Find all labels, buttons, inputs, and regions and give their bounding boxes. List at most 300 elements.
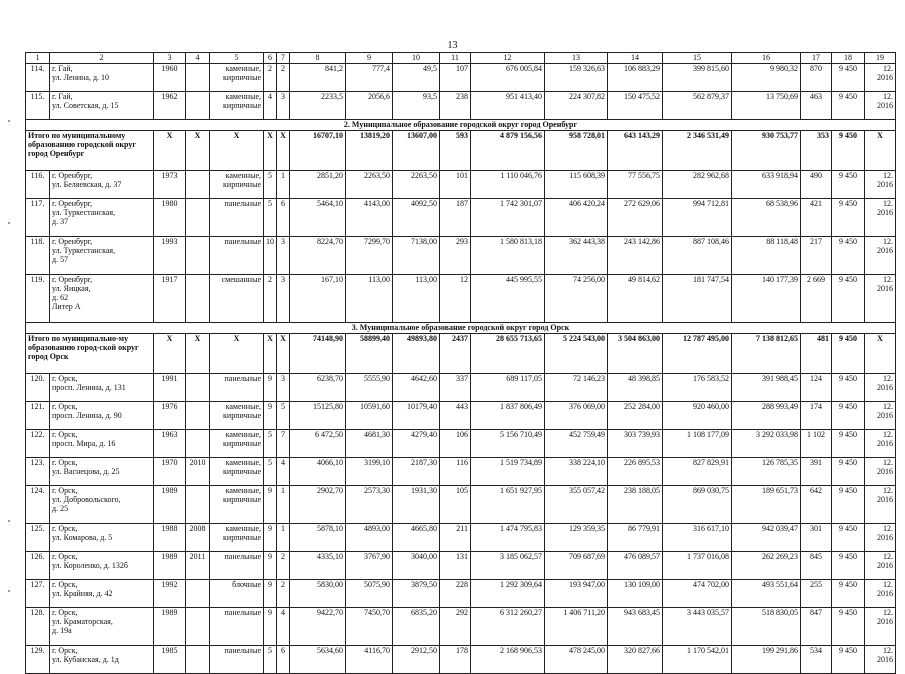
total-cell: X	[865, 334, 896, 374]
section-title-row	[26, 120, 896, 131]
table-cell: панельные	[210, 237, 264, 275]
section-title: 2. Муниципальное образование городской округ город Оренбург	[26, 120, 896, 131]
total-cell: 930 753,77	[732, 131, 801, 171]
table-cell: 355 057,42	[545, 486, 608, 524]
table-cell: 48 398,85	[608, 374, 663, 402]
table-cell: 1 742 301,07	[471, 199, 545, 237]
table-cell: 193 947,00	[545, 580, 608, 608]
table-cell	[186, 430, 210, 458]
table-cell: 3 185 062,57	[471, 552, 545, 580]
table-cell: 10	[264, 237, 277, 275]
table-cell: 642	[801, 486, 832, 524]
table-cell: 115 608,39	[545, 171, 608, 199]
table-cell: 12. 2016	[865, 374, 896, 402]
table-cell: 3199,10	[346, 458, 393, 486]
total-label: Итого по муниципально-му образованию город-ской округ город Орск	[26, 334, 154, 374]
table-cell: 3	[277, 92, 290, 120]
table-cell: 4642,60	[393, 374, 440, 402]
total-cell: 2 346 531,49	[663, 131, 732, 171]
table-cell: 1 110 046,76	[471, 171, 545, 199]
table-cell: 12. 2016	[865, 92, 896, 120]
table-cell: 493 551,64	[732, 580, 801, 608]
table-cell: 174	[801, 402, 832, 430]
table-row	[26, 458, 896, 486]
table-cell: 131	[440, 552, 471, 580]
address-cell: г. Орск, просп. Ленина, д. 90	[50, 402, 154, 430]
table-cell: 129 359,35	[545, 524, 608, 552]
table-cell: 114.	[26, 64, 50, 92]
table-cell: 3 292 033,98	[732, 430, 801, 458]
total-cell: X	[264, 131, 277, 171]
table-cell: 869 030,75	[663, 486, 732, 524]
table-cell: 228	[440, 580, 471, 608]
total-cell: X	[865, 131, 896, 171]
table-cell: 49 814,62	[608, 275, 663, 323]
table-cell: 1 519 734,89	[471, 458, 545, 486]
table-cell: 4	[277, 458, 290, 486]
table-cell: 12. 2016	[865, 199, 896, 237]
table-cell: 124	[801, 374, 832, 402]
municipality-total-row	[26, 334, 896, 374]
table-cell: 88 118,48	[732, 237, 801, 275]
table-cell: 2 168 906,53	[471, 646, 545, 674]
table-cell: 1 474 795,83	[471, 524, 545, 552]
table-cell: 118.	[26, 237, 50, 275]
table-cell: 12. 2016	[865, 275, 896, 323]
table-cell: 633 918,94	[732, 171, 801, 199]
total-cell: 593	[440, 131, 471, 171]
column-number: 1	[26, 53, 50, 64]
address-cell: г. Оренбург, ул. Яицкая, д. 62 Литер А	[50, 275, 154, 323]
table-cell: 490	[801, 171, 832, 199]
table-cell: 101	[440, 171, 471, 199]
scan-speck	[8, 520, 10, 522]
total-cell: 958 728,01	[545, 131, 608, 171]
total-cell: X	[210, 131, 264, 171]
table-cell: 463	[801, 92, 832, 120]
table-cell: 115.	[26, 92, 50, 120]
table-cell: 2056,6	[346, 92, 393, 120]
column-number: 10	[393, 53, 440, 64]
table-cell: 5075,90	[346, 580, 393, 608]
table-cell: 93,5	[393, 92, 440, 120]
table-cell: 7450,70	[346, 608, 393, 646]
total-cell: 13819,20	[346, 131, 393, 171]
page-number: 13	[447, 40, 458, 51]
table-cell: 2263,50	[346, 171, 393, 199]
total-cell: 4 879 156,56	[471, 131, 545, 171]
table-cell: 252 284,00	[608, 402, 663, 430]
table-cell: 2008	[186, 524, 210, 552]
table-cell: 9 450	[832, 275, 865, 323]
table-cell: 338 224,10	[545, 458, 608, 486]
table-cell: 12. 2016	[865, 552, 896, 580]
address-cell: г. Оренбург, ул. Туркестанская, д. 37	[50, 199, 154, 237]
table-cell: 9 450	[832, 171, 865, 199]
table-cell: 262 269,23	[732, 552, 801, 580]
column-number: 7	[277, 53, 290, 64]
table-cell: 362 443,38	[545, 237, 608, 275]
table-cell: 187	[440, 199, 471, 237]
table-cell: 288 993,49	[732, 402, 801, 430]
table-cell: 12. 2016	[865, 64, 896, 92]
table-cell: 9 450	[832, 402, 865, 430]
total-cell: 7 138 812,65	[732, 334, 801, 374]
table-cell: 12	[440, 275, 471, 323]
total-cell: X	[186, 131, 210, 171]
table-cell: 159 326,63	[545, 64, 608, 92]
table-cell: 478 245,00	[545, 646, 608, 674]
table-cell: 5464,10	[290, 199, 346, 237]
table-cell: 3879,50	[393, 580, 440, 608]
table-cell: 7138,00	[393, 237, 440, 275]
address-cell: г. Гай, ул. Ленина, д. 10	[50, 64, 154, 92]
total-cell: 16707,10	[290, 131, 346, 171]
table-cell: 841,2	[290, 64, 346, 92]
address-cell: г. Орск, ул. Краматорская, д. 19а	[50, 608, 154, 646]
table-cell: каменные, кирпичные	[210, 458, 264, 486]
table-cell: 121.	[26, 402, 50, 430]
table-cell: 2010	[186, 458, 210, 486]
scan-speck	[8, 120, 10, 122]
table-cell: 15125,80	[290, 402, 346, 430]
table-cell: 1	[277, 524, 290, 552]
table-cell: 376 069,00	[545, 402, 608, 430]
table-cell: панельные	[210, 646, 264, 674]
table-cell: 4	[277, 608, 290, 646]
table-row	[26, 237, 896, 275]
table-cell: каменные, кирпичные	[210, 486, 264, 524]
table-cell: 2902,70	[290, 486, 346, 524]
address-cell: г. Орск, ул. Васнецова, д. 25	[50, 458, 154, 486]
table-cell: 1 102	[801, 430, 832, 458]
total-cell: 5 224 543,00	[545, 334, 608, 374]
table-cell: каменные, кирпичные	[210, 64, 264, 92]
column-number: 17	[801, 53, 832, 64]
table-cell: 4893,00	[346, 524, 393, 552]
table-cell: 12. 2016	[865, 524, 896, 552]
table-cell: каменные, кирпичные	[210, 171, 264, 199]
table-cell: 2573,30	[346, 486, 393, 524]
table-cell: 3	[277, 374, 290, 402]
table-cell: 238	[440, 92, 471, 120]
total-cell: 9 450	[832, 131, 865, 171]
table-cell: 518 830,05	[732, 608, 801, 646]
table-cell: 217	[801, 237, 832, 275]
table-cell: 1989	[154, 552, 186, 580]
table-cell	[186, 237, 210, 275]
column-number: 18	[832, 53, 865, 64]
column-number: 3	[154, 53, 186, 64]
table-cell: 6 472,50	[290, 430, 346, 458]
table-cell: блочные	[210, 580, 264, 608]
table-cell: 943 683,45	[608, 608, 663, 646]
table-cell: 255	[801, 580, 832, 608]
table-cell: 452 759,49	[545, 430, 608, 458]
table-cell: 399 815,60	[663, 64, 732, 92]
table-cell: 129.	[26, 646, 50, 674]
table-cell: 7299,70	[346, 237, 393, 275]
table-cell: 116.	[26, 171, 50, 199]
table-cell: 6	[277, 199, 290, 237]
table-cell: 199 291,86	[732, 646, 801, 674]
table-cell: 2	[264, 275, 277, 323]
table-cell: 9 450	[832, 374, 865, 402]
table-row	[26, 275, 896, 323]
table-cell: 5634,60	[290, 646, 346, 674]
table-cell: 1962	[154, 92, 186, 120]
column-number: 11	[440, 53, 471, 64]
table-cell: 3	[277, 237, 290, 275]
table-cell: 189 651,73	[732, 486, 801, 524]
total-cell: X	[186, 334, 210, 374]
table-cell: 1 580 813,18	[471, 237, 545, 275]
table-cell: 2	[277, 552, 290, 580]
table-cell: 243 142,86	[608, 237, 663, 275]
total-cell: 3 504 863,00	[608, 334, 663, 374]
table-cell: 5830,00	[290, 580, 346, 608]
table-cell	[186, 402, 210, 430]
table-cell: 293	[440, 237, 471, 275]
address-cell: г. Оренбург, ул. Туркестанская, д. 57	[50, 237, 154, 275]
table-cell: 9 450	[832, 486, 865, 524]
address-cell: г. Орск, ул. Комарова, д. 5	[50, 524, 154, 552]
table-cell: каменные, кирпичные	[210, 524, 264, 552]
scan-speck	[8, 590, 10, 592]
table-cell: 77 556,75	[608, 171, 663, 199]
table-cell: 9	[264, 580, 277, 608]
total-cell: 13607,00	[393, 131, 440, 171]
table-cell: 9	[264, 524, 277, 552]
table-row	[26, 430, 896, 458]
table-cell: 303 739,93	[608, 430, 663, 458]
total-cell: 481	[801, 334, 832, 374]
table-cell: 12. 2016	[865, 646, 896, 674]
table-cell: 5878,10	[290, 524, 346, 552]
table-cell: 445 995,55	[471, 275, 545, 323]
table-cell: 443	[440, 402, 471, 430]
table-cell: 406 420,24	[545, 199, 608, 237]
table-cell: 920 460,00	[663, 402, 732, 430]
table-cell: 9 450	[832, 552, 865, 580]
address-cell: г. Орск, ул. Добровольского, д. 25	[50, 486, 154, 524]
table-cell	[186, 275, 210, 323]
table-cell: панельные	[210, 374, 264, 402]
table-cell	[186, 374, 210, 402]
table-cell: 847	[801, 608, 832, 646]
table-cell: 994 712,81	[663, 199, 732, 237]
table-cell: 2233,5	[290, 92, 346, 120]
municipality-total-row	[26, 131, 896, 171]
table-cell: 238 188,05	[608, 486, 663, 524]
table-cell: 226 895,53	[608, 458, 663, 486]
table-cell: 126.	[26, 552, 50, 580]
table-cell: 49,5	[393, 64, 440, 92]
table-cell: 1931,30	[393, 486, 440, 524]
table-cell: 8224,70	[290, 237, 346, 275]
table-cell: 4116,70	[346, 646, 393, 674]
table-cell: 1973	[154, 171, 186, 199]
table-cell: 1	[277, 486, 290, 524]
total-cell: X	[210, 334, 264, 374]
table-row	[26, 402, 896, 430]
address-cell: г. Орск, ул. Крайняя, д. 42	[50, 580, 154, 608]
table-cell: каменные, кирпичные	[210, 430, 264, 458]
table-cell: 12. 2016	[865, 171, 896, 199]
table-cell: 5	[264, 458, 277, 486]
table-cell: 1988	[154, 524, 186, 552]
table-cell: 116	[440, 458, 471, 486]
table-cell: 1917	[154, 275, 186, 323]
table-cell: 676 005,84	[471, 64, 545, 92]
table-cell: 5	[264, 430, 277, 458]
table-cell: 1 170 542,01	[663, 646, 732, 674]
column-number: 13	[545, 53, 608, 64]
table-cell: 845	[801, 552, 832, 580]
table-cell: 119.	[26, 275, 50, 323]
table-cell: 4279,40	[393, 430, 440, 458]
table-cell: 2	[277, 64, 290, 92]
column-number-row	[26, 53, 896, 64]
total-cell: 643 143,29	[608, 131, 663, 171]
table-cell: 292	[440, 608, 471, 646]
table-cell: 5 156 710,49	[471, 430, 545, 458]
table-cell: 689 117,05	[471, 374, 545, 402]
table-cell: 391 988,45	[732, 374, 801, 402]
table-row	[26, 486, 896, 524]
table-cell: 2011	[186, 552, 210, 580]
table-cell: 777,4	[346, 64, 393, 92]
table-cell: 9 450	[832, 646, 865, 674]
table-cell: 86 779,91	[608, 524, 663, 552]
address-cell: г. Оренбург, ул. Беляевская, д. 37	[50, 171, 154, 199]
table-cell: 1985	[154, 646, 186, 674]
table-cell: 9 980,32	[732, 64, 801, 92]
table-cell: 1993	[154, 237, 186, 275]
total-cell: X	[154, 334, 186, 374]
table-cell: 6238,70	[290, 374, 346, 402]
table-cell	[186, 646, 210, 674]
table-cell: 1 651 927,95	[471, 486, 545, 524]
table-cell	[186, 64, 210, 92]
total-label: Итого по муниципальному образованию городской округ город Оренбург	[26, 131, 154, 171]
table-body	[26, 64, 896, 674]
table-cell: 282 962,68	[663, 171, 732, 199]
address-cell: г. Орск, ул. Короленко, д. 132б	[50, 552, 154, 580]
table-cell: панельные	[210, 552, 264, 580]
table-cell: 12. 2016	[865, 608, 896, 646]
table-cell: 709 687,69	[545, 552, 608, 580]
table-cell: 9	[264, 402, 277, 430]
table-row	[26, 580, 896, 608]
table-cell: 7	[277, 430, 290, 458]
column-number: 9	[346, 53, 393, 64]
total-cell: 28 655 713,65	[471, 334, 545, 374]
table-cell: 2851,20	[290, 171, 346, 199]
housing-register-table	[25, 52, 896, 674]
table-cell: 1960	[154, 64, 186, 92]
table-cell: 1 292 309,64	[471, 580, 545, 608]
table-cell: 12. 2016	[865, 237, 896, 275]
table-cell: 320 827,66	[608, 646, 663, 674]
table-cell: 224 307,82	[545, 92, 608, 120]
table-cell: 3040,00	[393, 552, 440, 580]
table-cell: 2263,50	[393, 171, 440, 199]
table-cell: 125.	[26, 524, 50, 552]
scan-speck	[8, 222, 10, 224]
table-cell: 5	[264, 171, 277, 199]
table-cell: 9 450	[832, 608, 865, 646]
table-row	[26, 92, 896, 120]
table-cell: 1980	[154, 199, 186, 237]
table-cell: 12. 2016	[865, 402, 896, 430]
table-cell: 9	[264, 486, 277, 524]
table-cell: 130 109,00	[608, 580, 663, 608]
table-cell: 272 629,06	[608, 199, 663, 237]
column-number: 8	[290, 53, 346, 64]
table-cell: 5	[264, 646, 277, 674]
table-cell	[186, 199, 210, 237]
table-cell: 13 750,69	[732, 92, 801, 120]
table-cell: 117.	[26, 199, 50, 237]
table-cell: панельные	[210, 608, 264, 646]
table-cell: 1 737 016,08	[663, 552, 732, 580]
table-cell: смешанные	[210, 275, 264, 323]
table-cell: 12. 2016	[865, 458, 896, 486]
table-cell: 126 785,35	[732, 458, 801, 486]
table-cell: 4681,30	[346, 430, 393, 458]
table-cell: 9422,70	[290, 608, 346, 646]
table-row	[26, 199, 896, 237]
table-cell: 5555,90	[346, 374, 393, 402]
total-cell: X	[264, 334, 277, 374]
table-row	[26, 552, 896, 580]
table-cell: 211	[440, 524, 471, 552]
table-cell: 4143,00	[346, 199, 393, 237]
table-cell: 9 450	[832, 199, 865, 237]
table-cell: 128.	[26, 608, 50, 646]
table-cell: 1 837 806,49	[471, 402, 545, 430]
table-cell: 167,10	[290, 275, 346, 323]
table-cell: 123.	[26, 458, 50, 486]
table-cell: 9	[264, 608, 277, 646]
column-number: 16	[732, 53, 801, 64]
table-cell: 6835,20	[393, 608, 440, 646]
total-cell: 49893,80	[393, 334, 440, 374]
table-row	[26, 171, 896, 199]
table-cell: 127.	[26, 580, 50, 608]
table-cell: 120.	[26, 374, 50, 402]
table-cell: каменные, кирпичные	[210, 92, 264, 120]
table-cell: 9 450	[832, 524, 865, 552]
table-cell: 1991	[154, 374, 186, 402]
table-cell: 1989	[154, 608, 186, 646]
table-cell: 6	[277, 646, 290, 674]
table-cell: 105	[440, 486, 471, 524]
table-cell	[186, 92, 210, 120]
table-cell: 1	[277, 171, 290, 199]
table-cell: 4335,10	[290, 552, 346, 580]
table-cell: 3767,90	[346, 552, 393, 580]
table-cell: 316 617,10	[663, 524, 732, 552]
table-cell: 140 177,39	[732, 275, 801, 323]
table-cell: 12. 2016	[865, 580, 896, 608]
table-cell: 10591,60	[346, 402, 393, 430]
total-cell: 74148,90	[290, 334, 346, 374]
table-cell: 942 039,47	[732, 524, 801, 552]
table-cell: 2187,30	[393, 458, 440, 486]
table-cell	[186, 580, 210, 608]
